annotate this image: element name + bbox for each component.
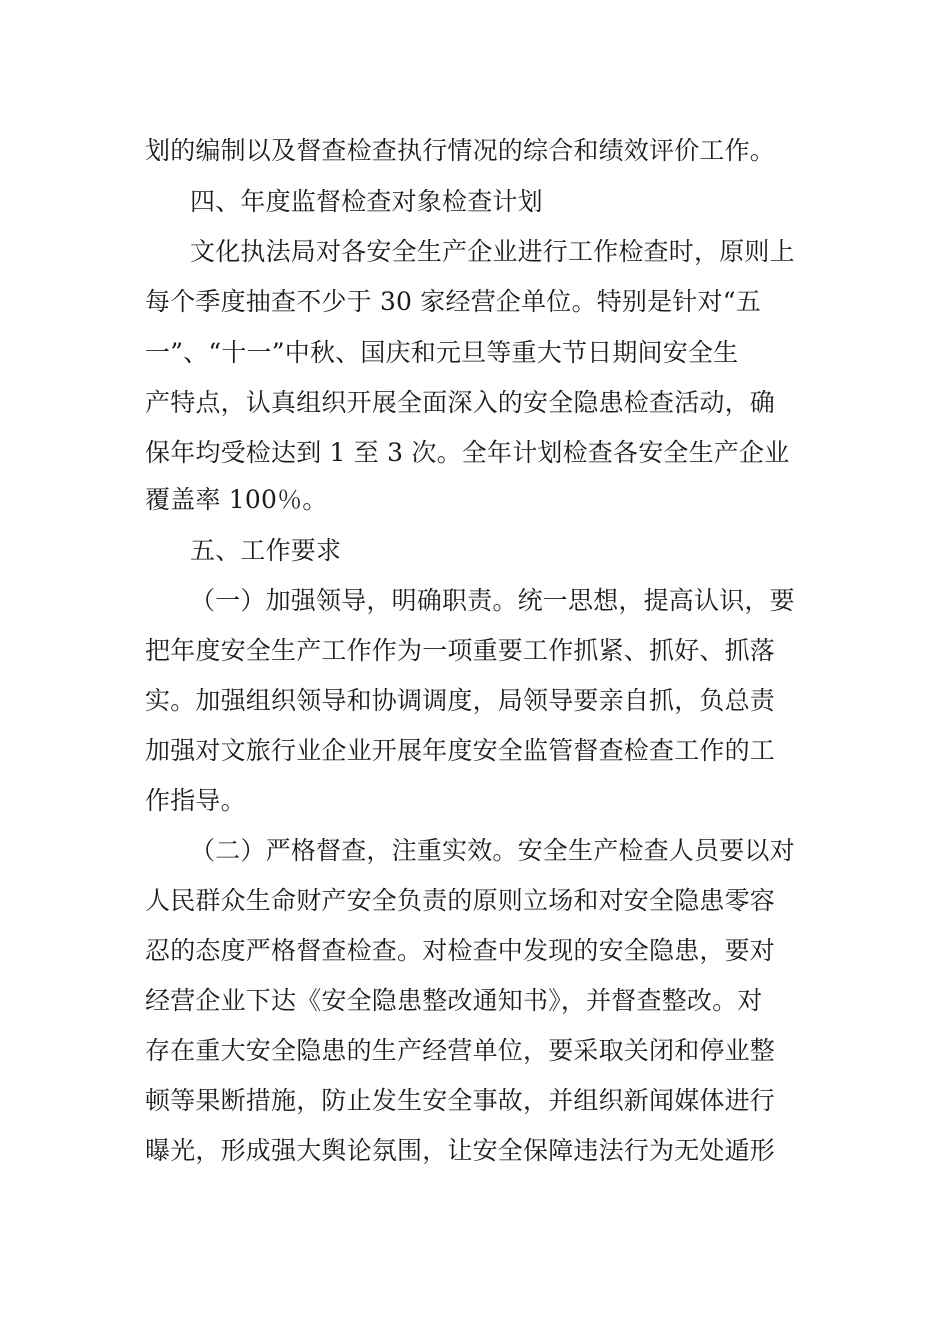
section-heading: 四、年度监督检查对象检查计划	[190, 187, 543, 216]
text-line: 作指导。	[145, 786, 246, 815]
text-line: 每个季度抽查不少于 30 家经营企单位。特别是针对“五	[145, 287, 761, 316]
text-line: 实。加强组织领导和协调调度，局领导要亲自抓，负总责	[145, 686, 776, 715]
text-line: （一）加强领导，明确职责。统一思想，提高认识，要	[190, 586, 795, 615]
text-line: 忍的态度严格督查检查。对检查中发现的安全隐患，要对	[145, 936, 776, 965]
text-line: 文化执法局对各安全生产企业进行工作检查时，原则上	[190, 237, 795, 266]
text-line: 曝光，形成强大舆论氛围，让安全保障违法行为无处遁形	[145, 1136, 776, 1165]
text-line: 覆盖率 100％。	[145, 485, 328, 514]
text-line: 把年度安全生产工作作为一项重要工作抓紧、抓好、抓落	[145, 636, 776, 665]
text-line: 加强对文旅行业企业开展年度安全监管督查检查工作的工	[145, 736, 776, 765]
text-line: 存在重大安全隐患的生产经营单位，要采取关闭和停业整	[145, 1036, 776, 1065]
text-line: 产特点，认真组织开展全面深入的安全隐患检查活动，确	[145, 388, 776, 417]
text-line: （二）严格督查，注重实效。安全生产检查人员要以对	[190, 836, 795, 865]
text-line: 顿等果断措施，防止发生安全事故，并组织新闻媒体进行	[145, 1086, 776, 1115]
text-line: 一”、“十一”中秋、国庆和元旦等重大节日期间安全生	[145, 338, 739, 367]
text-line: 经营企业下达《安全隐患整改通知书》，并督查整改。对	[145, 986, 763, 1015]
section-heading: 五、工作要求	[190, 536, 342, 565]
text-line: 划的编制以及督查检查执行情况的综合和绩效评价工作。	[145, 136, 776, 165]
text-line: 人民群众生命财产安全负责的原则立场和对安全隐患零容	[145, 886, 776, 915]
text-line: 保年均受检达到 1 至 3 次。全年计划检查各安全生产企业	[145, 438, 790, 467]
